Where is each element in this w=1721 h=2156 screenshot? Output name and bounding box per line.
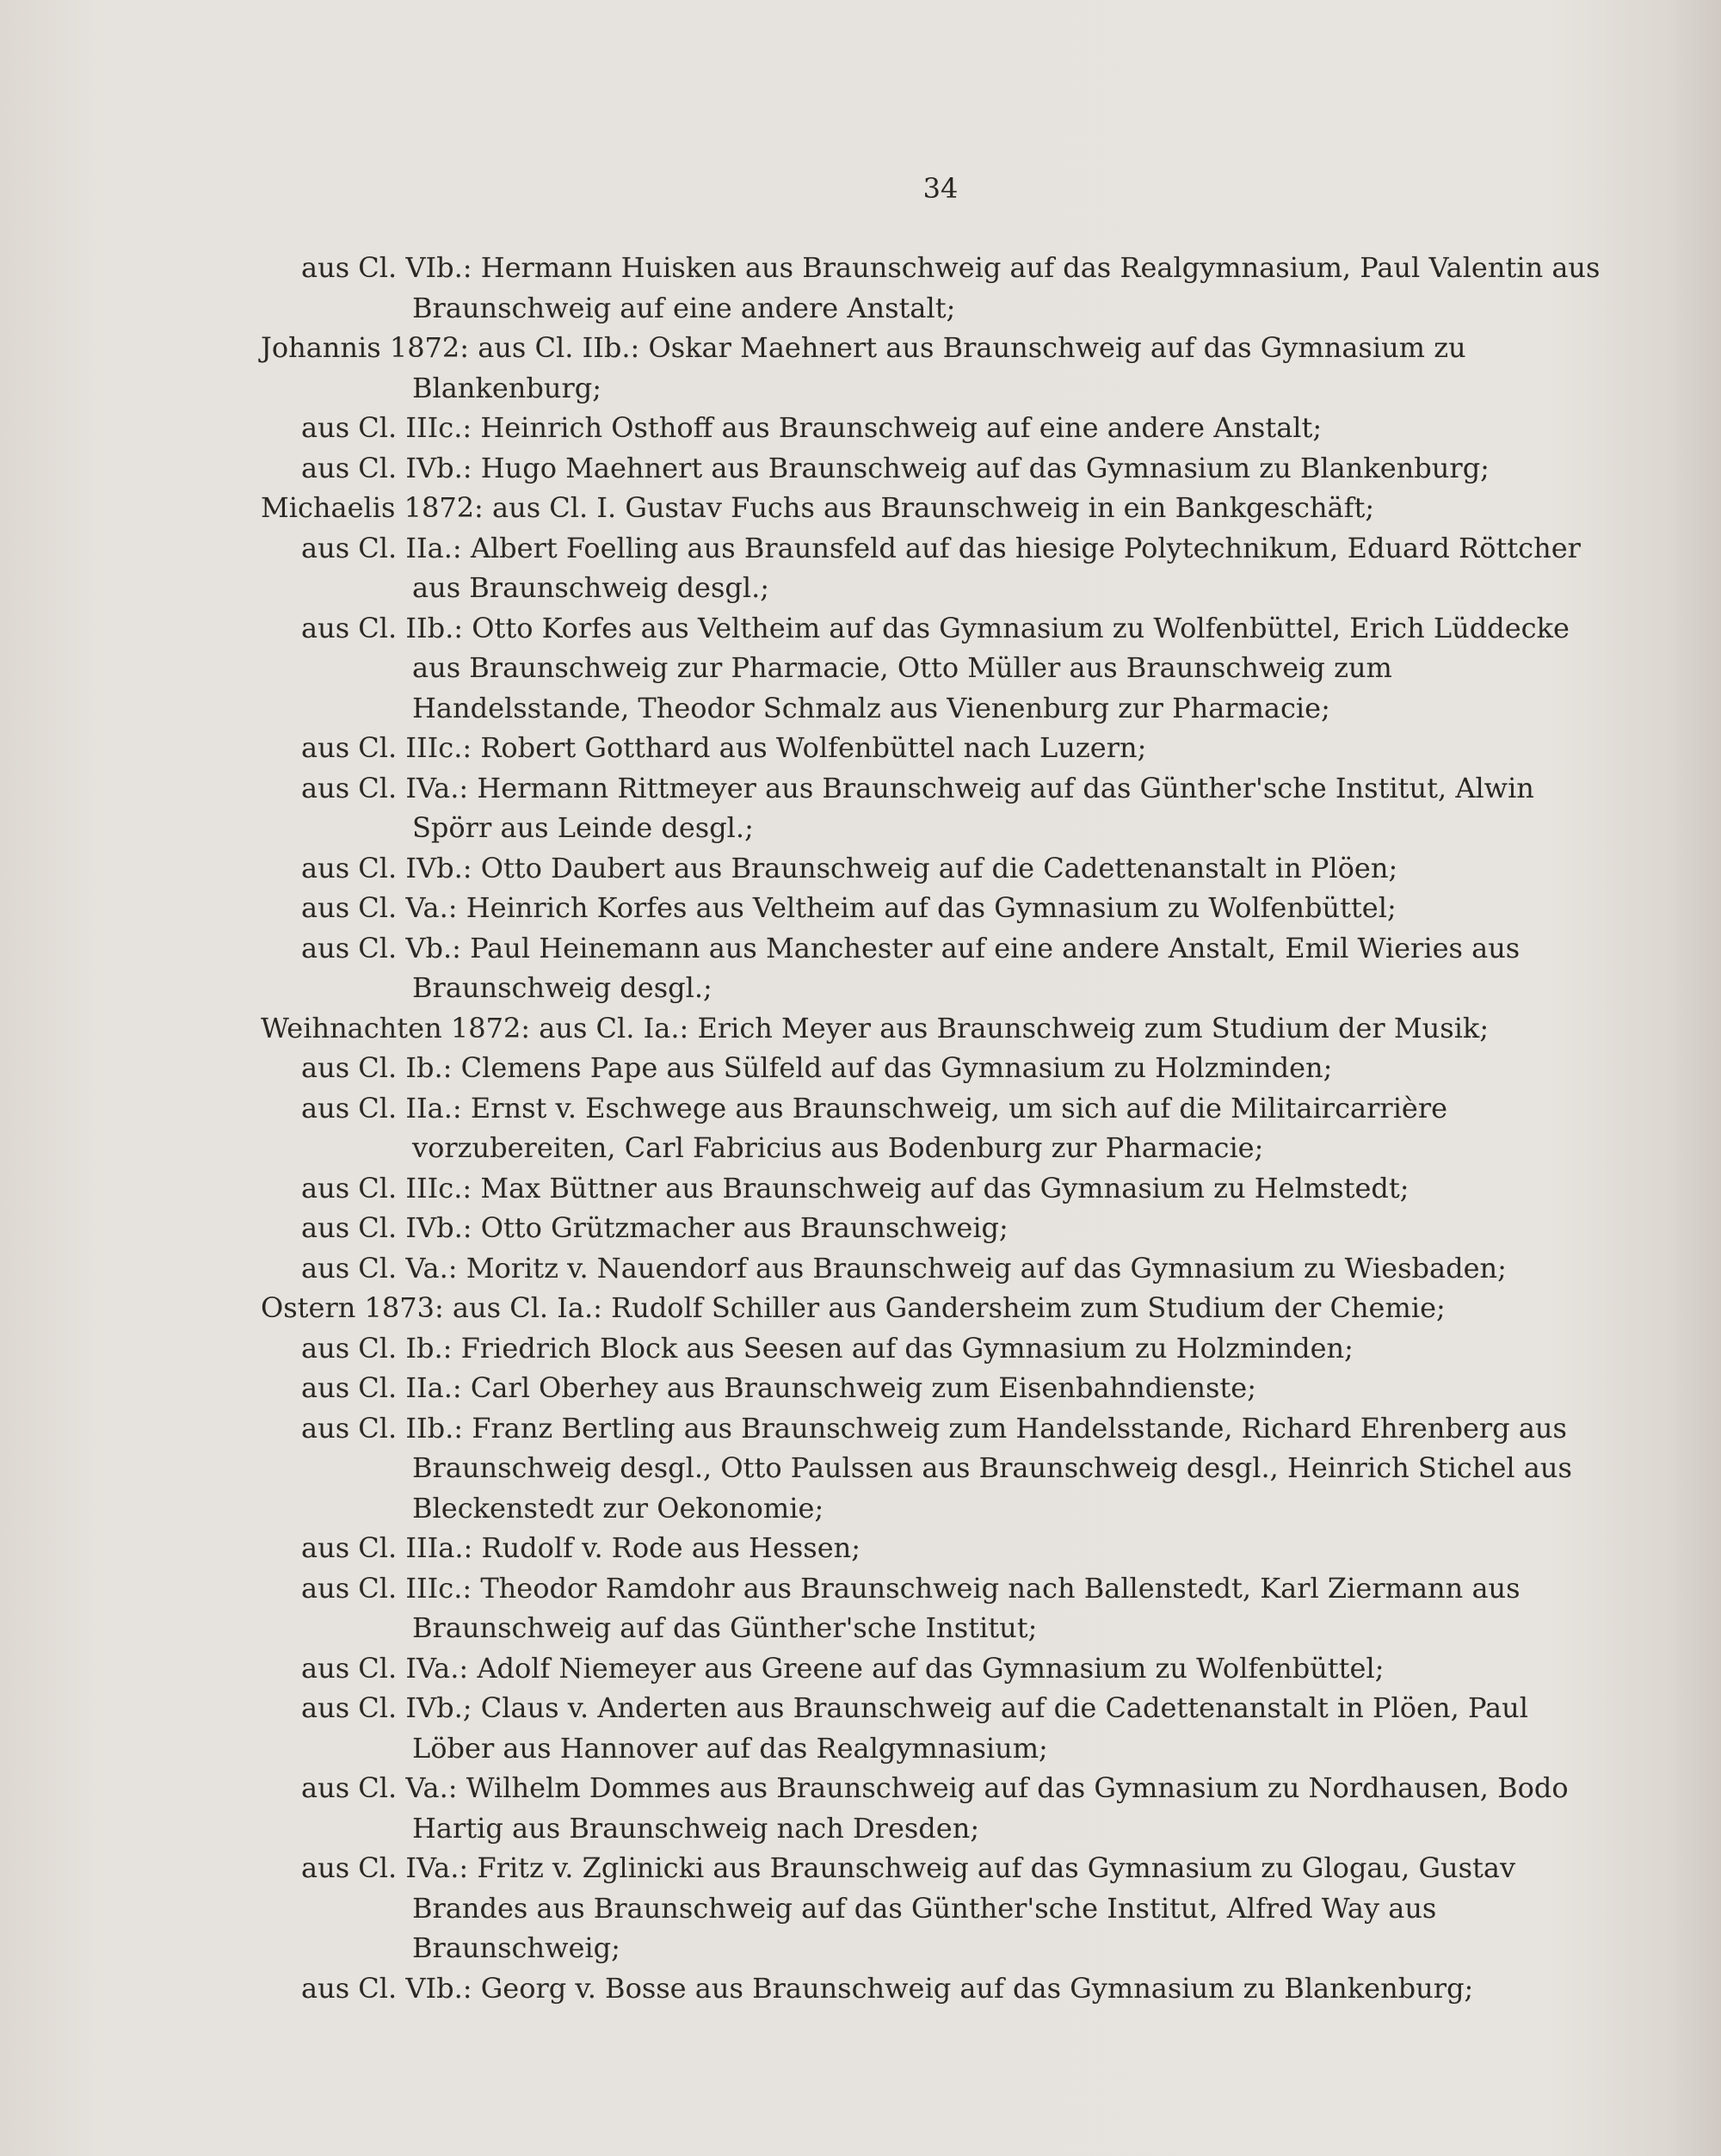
class-entry: aus Cl. Ib.: Friedrich Block aus Seesen auf das Gymnasium zu Holzminden;	[301, 1331, 1354, 1364]
class-entry: aus Cl. IVb.: Otto Daubert aus Braunschweig auf die Cadettenanstalt in Plöen;	[301, 851, 1398, 884]
term-entry: Weihnachten 1872: aus Cl. Ia.: Erich Meyer aus Braunschweig zum Studium der Musik;	[261, 1011, 1490, 1044]
class-entry: aus Cl. IIa.: Albert Foelling aus Braunsfeld auf das hiesige Polytechnikum, Eduard Röttcher aus Braunschweig desgl.;	[301, 531, 1581, 604]
class-entry: aus Cl. IIIc.: Heinrich Osthoff aus Braunschweig auf eine andere Anstalt;	[301, 411, 1323, 444]
class-entry: aus Cl. IVb.: Hugo Maehnert aus Braunschweig auf das Gymnasium zu Blankenburg;	[301, 451, 1490, 484]
body-text	[261, 248, 1612, 2008]
class-entry: aus Cl. IIIc.: Max Büttner aus Braunschweig auf das Gymnasium zu Helmstedt;	[301, 1171, 1409, 1204]
class-entry: aus Cl. Ib.: Clemens Pape aus Sülfeld auf das Gymnasium zu Holzminden;	[301, 1051, 1333, 1084]
class-entry: aus Cl. IIa.: Ernst v. Eschwege aus Braunschweig, um sich auf die Militaircarrière vorzubereiten, Carl Fabricius aus Bodenburg zur Pharmacie;	[301, 1091, 1448, 1164]
class-entry: aus Cl. IIIa.: Rudolf v. Rode aus Hessen;	[301, 1531, 861, 1564]
page-number: 34	[922, 172, 959, 205]
class-entry: aus Cl. IIb.: Franz Bertling aus Braunschweig zum Handelsstande, Richard Ehrenberg aus Braunschweig desgl., Otto Paulssen aus Braunschweig desgl., Heinrich Stichel aus Bleckenstedt zur Oekonomie;	[301, 1411, 1572, 1525]
term-entry: Ostern 1873: aus Cl. Ia.: Rudolf Schiller aus Gandersheim zum Studium der Chemie;	[261, 1291, 1446, 1324]
class-entry: aus Cl. IVb.: Otto Grützmacher aus Braunschweig;	[301, 1211, 1009, 1244]
class-entry: aus Cl. VIb.: Hermann Huisken aus Braunschweig auf das Realgymnasium, Paul Valentin aus Braunschweig auf eine andere Anstalt;	[301, 251, 1601, 324]
class-entry: aus Cl. Va.: Moritz v. Nauendorf aus Braunschweig auf das Gymnasium zu Wiesbaden;	[301, 1251, 1507, 1284]
class-entry: aus Cl. IIIc.: Robert Gotthard aus Wolfenbüttel nach Luzern;	[301, 731, 1147, 764]
class-entry: aus Cl. IVb.; Claus v. Anderten aus Braunschweig auf die Cadettenanstalt in Plöen, Paul Löber aus Hannover auf das Realgymnasium;	[301, 1691, 1528, 1765]
class-entry: aus Cl. Va.: Wilhelm Dommes aus Braunschweig auf das Gymnasium zu Nordhausen, Bodo Hartig aus Braunschweig nach Dresden;	[301, 1771, 1569, 1845]
class-entry: aus Cl. VIb.: Georg v. Bosse aus Braunschweig auf das Gymnasium zu Blankenburg;	[301, 1971, 1474, 2005]
class-entry: aus Cl. IIb.: Otto Korfes aus Veltheim auf das Gymnasium zu Wolfenbüttel, Erich Lüddecke aus Braunschweig zur Pharmacie, Otto Müller aus Braunschweig zum Handelsstande, Theodor Schmalz aus Vienenburg zur Pharmacie;	[301, 611, 1570, 724]
class-entry: aus Cl. IVa.: Hermann Rittmeyer aus Braunschweig auf das Günther'sche Institut, Alwin Spörr aus Leinde desgl.;	[301, 771, 1534, 844]
class-entry: aus Cl. IIIc.: Theodor Ramdohr aus Braunschweig nach Ballenstedt, Karl Ziermann aus Braunschweig auf das Günther'sche Institut;	[301, 1571, 1521, 1644]
class-entry: aus Cl. Va.: Heinrich Korfes aus Veltheim auf das Gymnasium zu Wolfenbüttel;	[301, 891, 1397, 924]
class-entry: aus Cl. IVa.: Adolf Niemeyer aus Greene auf das Gymnasium zu Wolfenbüttel;	[301, 1651, 1385, 1685]
class-entry: aus Cl. Vb.: Paul Heinemann aus Manchester auf eine andere Anstalt, Emil Wieries aus Braunschweig desgl.;	[301, 931, 1521, 1004]
class-entry: aus Cl. IVa.: Fritz v. Zglinicki aus Braunschweig auf das Gymnasium zu Glogau, Gustav Brandes aus Braunschweig auf das Günther'sche Institut, Alfred Way aus Braunschweig;	[301, 1851, 1516, 1964]
class-entry: aus Cl. IIa.: Carl Oberhey aus Braunschweig zum Eisenbahndienste;	[301, 1371, 1256, 1404]
term-entry: Johannis 1872: aus Cl. IIb.: Oskar Maehnert aus Braunschweig auf das Gymnasium zu Blankenburg;	[261, 331, 1466, 404]
term-entry: Michaelis 1872: aus Cl. I. Gustav Fuchs aus Braunschweig in ein Bankgeschäft;	[261, 491, 1375, 524]
